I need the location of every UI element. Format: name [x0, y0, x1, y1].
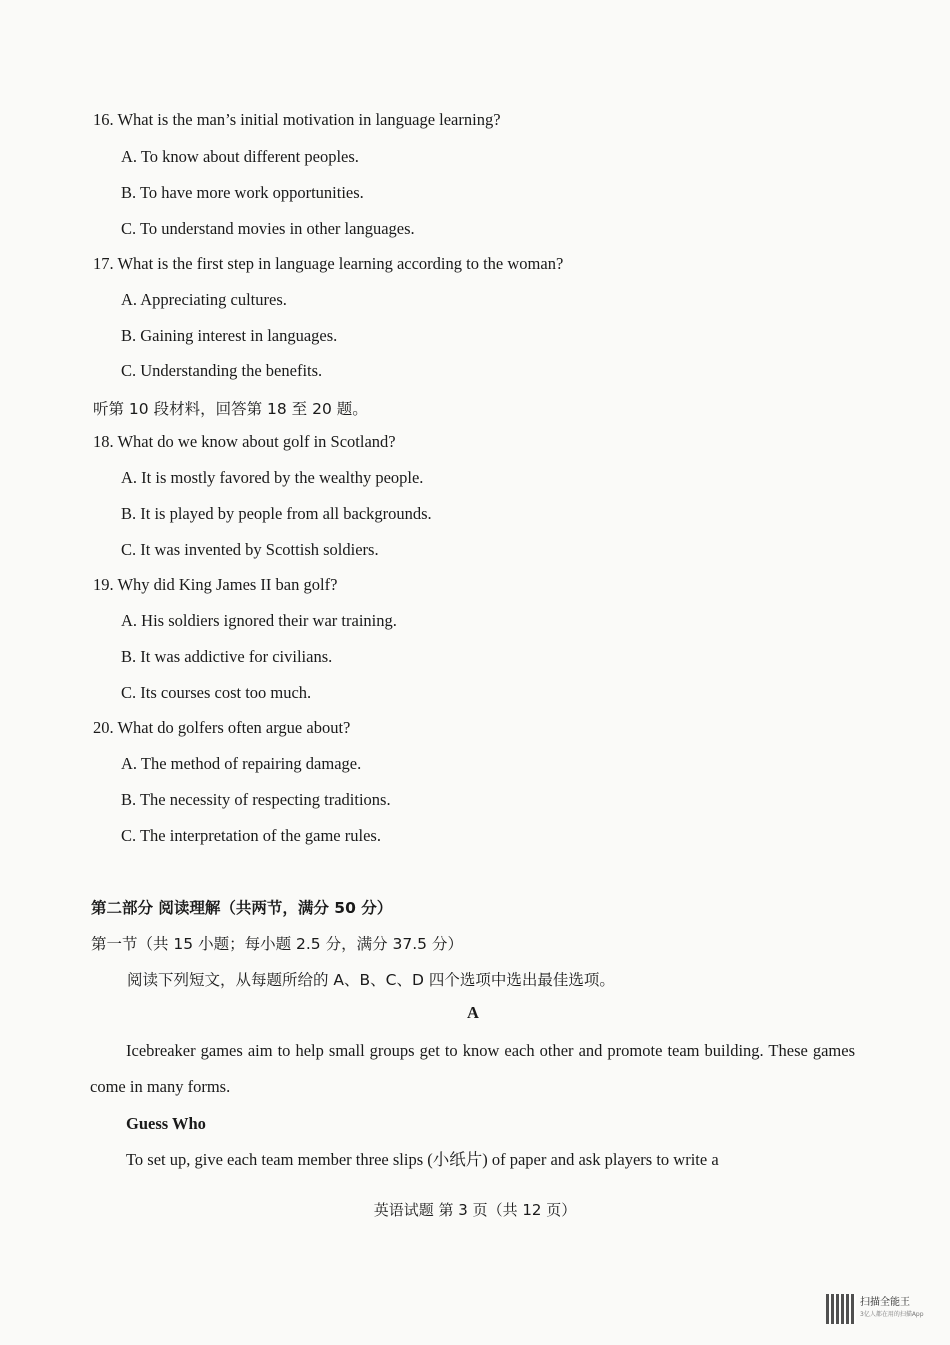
question-17-option-b: B. Gaining interest in languages. [121, 326, 338, 345]
passage-label: A [467, 1003, 479, 1022]
question-17-option-c: C. Understanding the benefits. [121, 361, 323, 380]
question-19-option-b: B. It was addictive for civilians. [121, 647, 333, 666]
question-17-stem: 17. What is the first step in language learning according to the woman? [93, 254, 564, 273]
question-20-option-b: B. The necessity of respecting traditions. [121, 790, 391, 809]
scanner-brand [860, 1297, 924, 1321]
question-20-option-a: A. The method of repairing damage. [121, 754, 362, 773]
section-2-part-1: 第一节（共 15 小题；每小题 2.5 分，满分 37.5 分） [91, 935, 463, 953]
question-20-option-c: C. The interpretation of the game rules. [121, 826, 381, 845]
page-footer: 英语试题 第 3 页（共 12 页） [373, 1201, 577, 1219]
qr-code-icon [826, 1294, 856, 1324]
question-16-option-a: A. To know about different peoples. [121, 147, 359, 166]
question-16-stem: 16. What is the man’s initial motivation in language learning? [93, 110, 501, 129]
question-19-option-a: A. His soldiers ignored their war training. [121, 611, 397, 630]
scanner-brand-name: 扫描全能王 [860, 1297, 910, 1308]
scanner-brand-tagline: 3亿人都在用的扫描App [860, 1311, 924, 1318]
game-title: Guess Who [126, 1114, 206, 1133]
listening-instruction: 听第 10 段材料，回答第 18 至 20 题。 [93, 400, 368, 418]
question-18-stem: 18. What do we know about golf in Scotland? [93, 432, 396, 451]
question-18-option-c: C. It was invented by Scottish soldiers. [121, 540, 379, 559]
question-16-option-b: B. To have more work opportunities. [121, 183, 364, 202]
section-2-instruction: 阅读下列短文，从每题所给的 A、B、C、D 四个选项中选出最佳选项。 [127, 971, 615, 989]
question-20-stem: 20. What do golfers often argue about? [93, 718, 351, 737]
question-19-stem: 19. Why did King James II ban golf? [93, 575, 338, 594]
section-2-title: 第二部分 阅读理解（共两节，满分 50 分） [91, 899, 393, 917]
question-19-option-c: C. Its courses cost too much. [121, 683, 312, 702]
passage-intro: Icebreaker games aim to help small groups get to know each other and promote team building. These games come in many forms. [90, 1041, 855, 1096]
question-16-option-c: C. To understand movies in other languages. [121, 219, 415, 238]
question-18-option-a: A. It is mostly favored by the wealthy people. [121, 468, 424, 487]
game-text: To set up, give each team member three slips (小纸片) of paper and ask players to write a [126, 1150, 719, 1169]
scanner-watermark [826, 1290, 934, 1328]
question-17-option-a: A. Appreciating cultures. [121, 290, 287, 309]
question-18-option-b: B. It is played by people from all backgrounds. [121, 504, 432, 523]
